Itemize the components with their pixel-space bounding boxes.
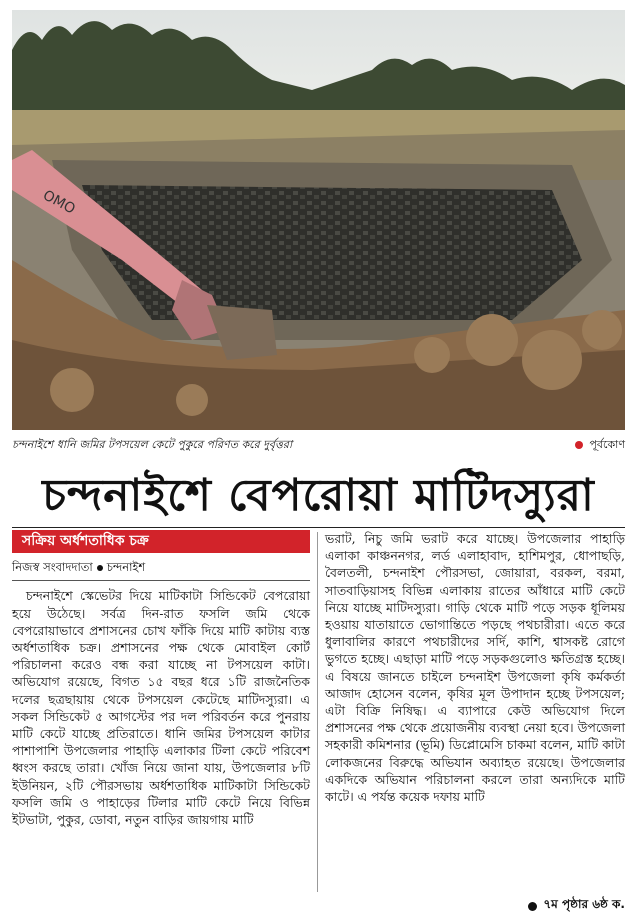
article-body-right: ভরাট, নিচু জমি ভরাট করে যাচ্ছে। উপজেলার পাহাড়ি এলাকা কাঞ্চননগর, লর্ড এলাহাবাদ, হাশিমপুর, ধোপাছড়ি, বৈলতলী, চন্দনাইশ পৌরসভা, জোয়ারা, বরকল, বরমা, সাতবাড়িয়াসহ বিভিন্ন এলাকায় রাতের আঁধারে মাটি কেটে নিয়ে যাচ্ছে মাটিদস্যুরা। গাড়ি থেকে মাটি পড়ে সড়ক ধূলিময় হওয়ায় যাতায়াতে ভোগান্তিতে পড়ছে পথচারীরা। এতে করে ধুলাবালির কারণে পথচারীদের সর্দি, কাশি, শ্বাসকষ্ট রোগে ভুগতে হচ্ছে। এছাড়া মাটি পড়ে সড়কগুলোও ক্ষতিগ্রস্ত হচ্ছে। এ বিষয়ে জানতে চাইলে চন্দনাইশ উপজেলা কৃষি কর্মকর্তা আজাদ হোসেন বলেন, কৃষির মূল উপাদান হচ্ছে টপসয়েল; এটা বিক্রি নিষিদ্ধ। এ ব্যাপারে কেউ অভিযোগ দিলে প্রশাসনের পক্ষ থেকে প্রয়োজনীয় ব্যবস্থা নেয়া হবে। উপজেলা সহকারী কমিশনার (ভূমি) ডিপ্লোমেসি চাকমা বলেন, মাটি কাটা লোকজনের বিরুদ্ধে অভিযান অব্যাহত রয়েছে। উপজেলার একদিকে অভিযান পরিচালনা করলে তারা অন্যদিকে মাটি কাটে। এ পর্যন্ত কয়েক দফায় মাটি — [325, 531, 625, 805]
headline: চন্দনাইশে বেপরোয়া মাটিদস্যুরা — [42, 470, 595, 521]
byline-location: চন্দনাইশ — [106, 560, 146, 575]
svg-text:OMO: OMO — [40, 187, 78, 218]
headline-rule — [12, 527, 625, 528]
byline — [12, 557, 310, 581]
continued-note — [528, 897, 625, 915]
credit-dot-icon — [575, 441, 583, 449]
column-divider — [317, 532, 318, 892]
article-body-left: চন্দনাইশে স্কেভেটর দিয়ে মাটিকাটা সিন্ডিকেট বেপরোয়া হয়ে উঠেছে। সর্বত্র দিন-রাত ফসলি জমি থেকে বেপরোয়াভাবে প্রশাসনের চোখ ফাঁকি দিয়ে মাটি কাটায় ব্যস্ত অর্ধশতাধিক চক্র। প্রশাসনের পক্ষ থেকে মোবাইল কোর্ট পরিচালনা করেও বন্ধ করা যাচ্ছে না টপসয়েল কাটা। অভিযোগ রয়েছে, বিগত ১৫ বছর ধরে ১টি রাজনৈতিক দলের ছত্রছায়ায় থেকে টপসয়েল কেটেছে মাটিদস্যুরা। এ সকল সিন্ডিকেট ৫ আগস্টের পর দল পরিবর্তন করে পুনরায় মাটি কেটে যাচ্ছে প্রতিরাতে। ধানি জমির টপসয়েল কাটার পাশাপাশি উপজেলার পাহাড়ি এলাকার টিলা কেটে পরিবেশ ধ্বংস করছে তারা। খোঁজ নিয়ে জানা যায়, উপজেলার ৮টি ইউনিয়ন, ২টি পৌরসভায় অর্ধশতাধিক মাটিকাটা সিন্ডিকেট ফসলি জমি ও পাহাড়ের টিলার মাটি কেটে নিয়ে বিভিন্ন ইটভাটা, পুকুর, ডোবা, নতুন বাড়ির জায়গায় মাটি — [12, 588, 310, 828]
continued-label: ৭ম পৃষ্ঠার ৬ষ্ঠ ক. — [543, 897, 625, 911]
article-column-left — [12, 530, 310, 828]
article-column-right — [325, 530, 625, 805]
news-photo — [12, 10, 625, 430]
byline-reporter: নিজস্ব সংবাদদাতা — [12, 560, 93, 575]
credit-label: পূর্বকোণ — [589, 437, 625, 451]
caption-text: চন্দনাইশে ধানি জমির টপসয়েল কেটে পুকুরে পরিণত করে দুর্বৃত্তরা — [12, 437, 293, 451]
excavator-photo-icon — [12, 10, 625, 430]
byline-bullet-icon — [97, 565, 103, 571]
kicker-banner: সক্রিয় অর্ধশতাধিক চক্র — [12, 530, 310, 553]
continued-dot-icon — [528, 902, 537, 911]
photo-credit — [575, 436, 625, 455]
photo-caption — [12, 435, 625, 455]
